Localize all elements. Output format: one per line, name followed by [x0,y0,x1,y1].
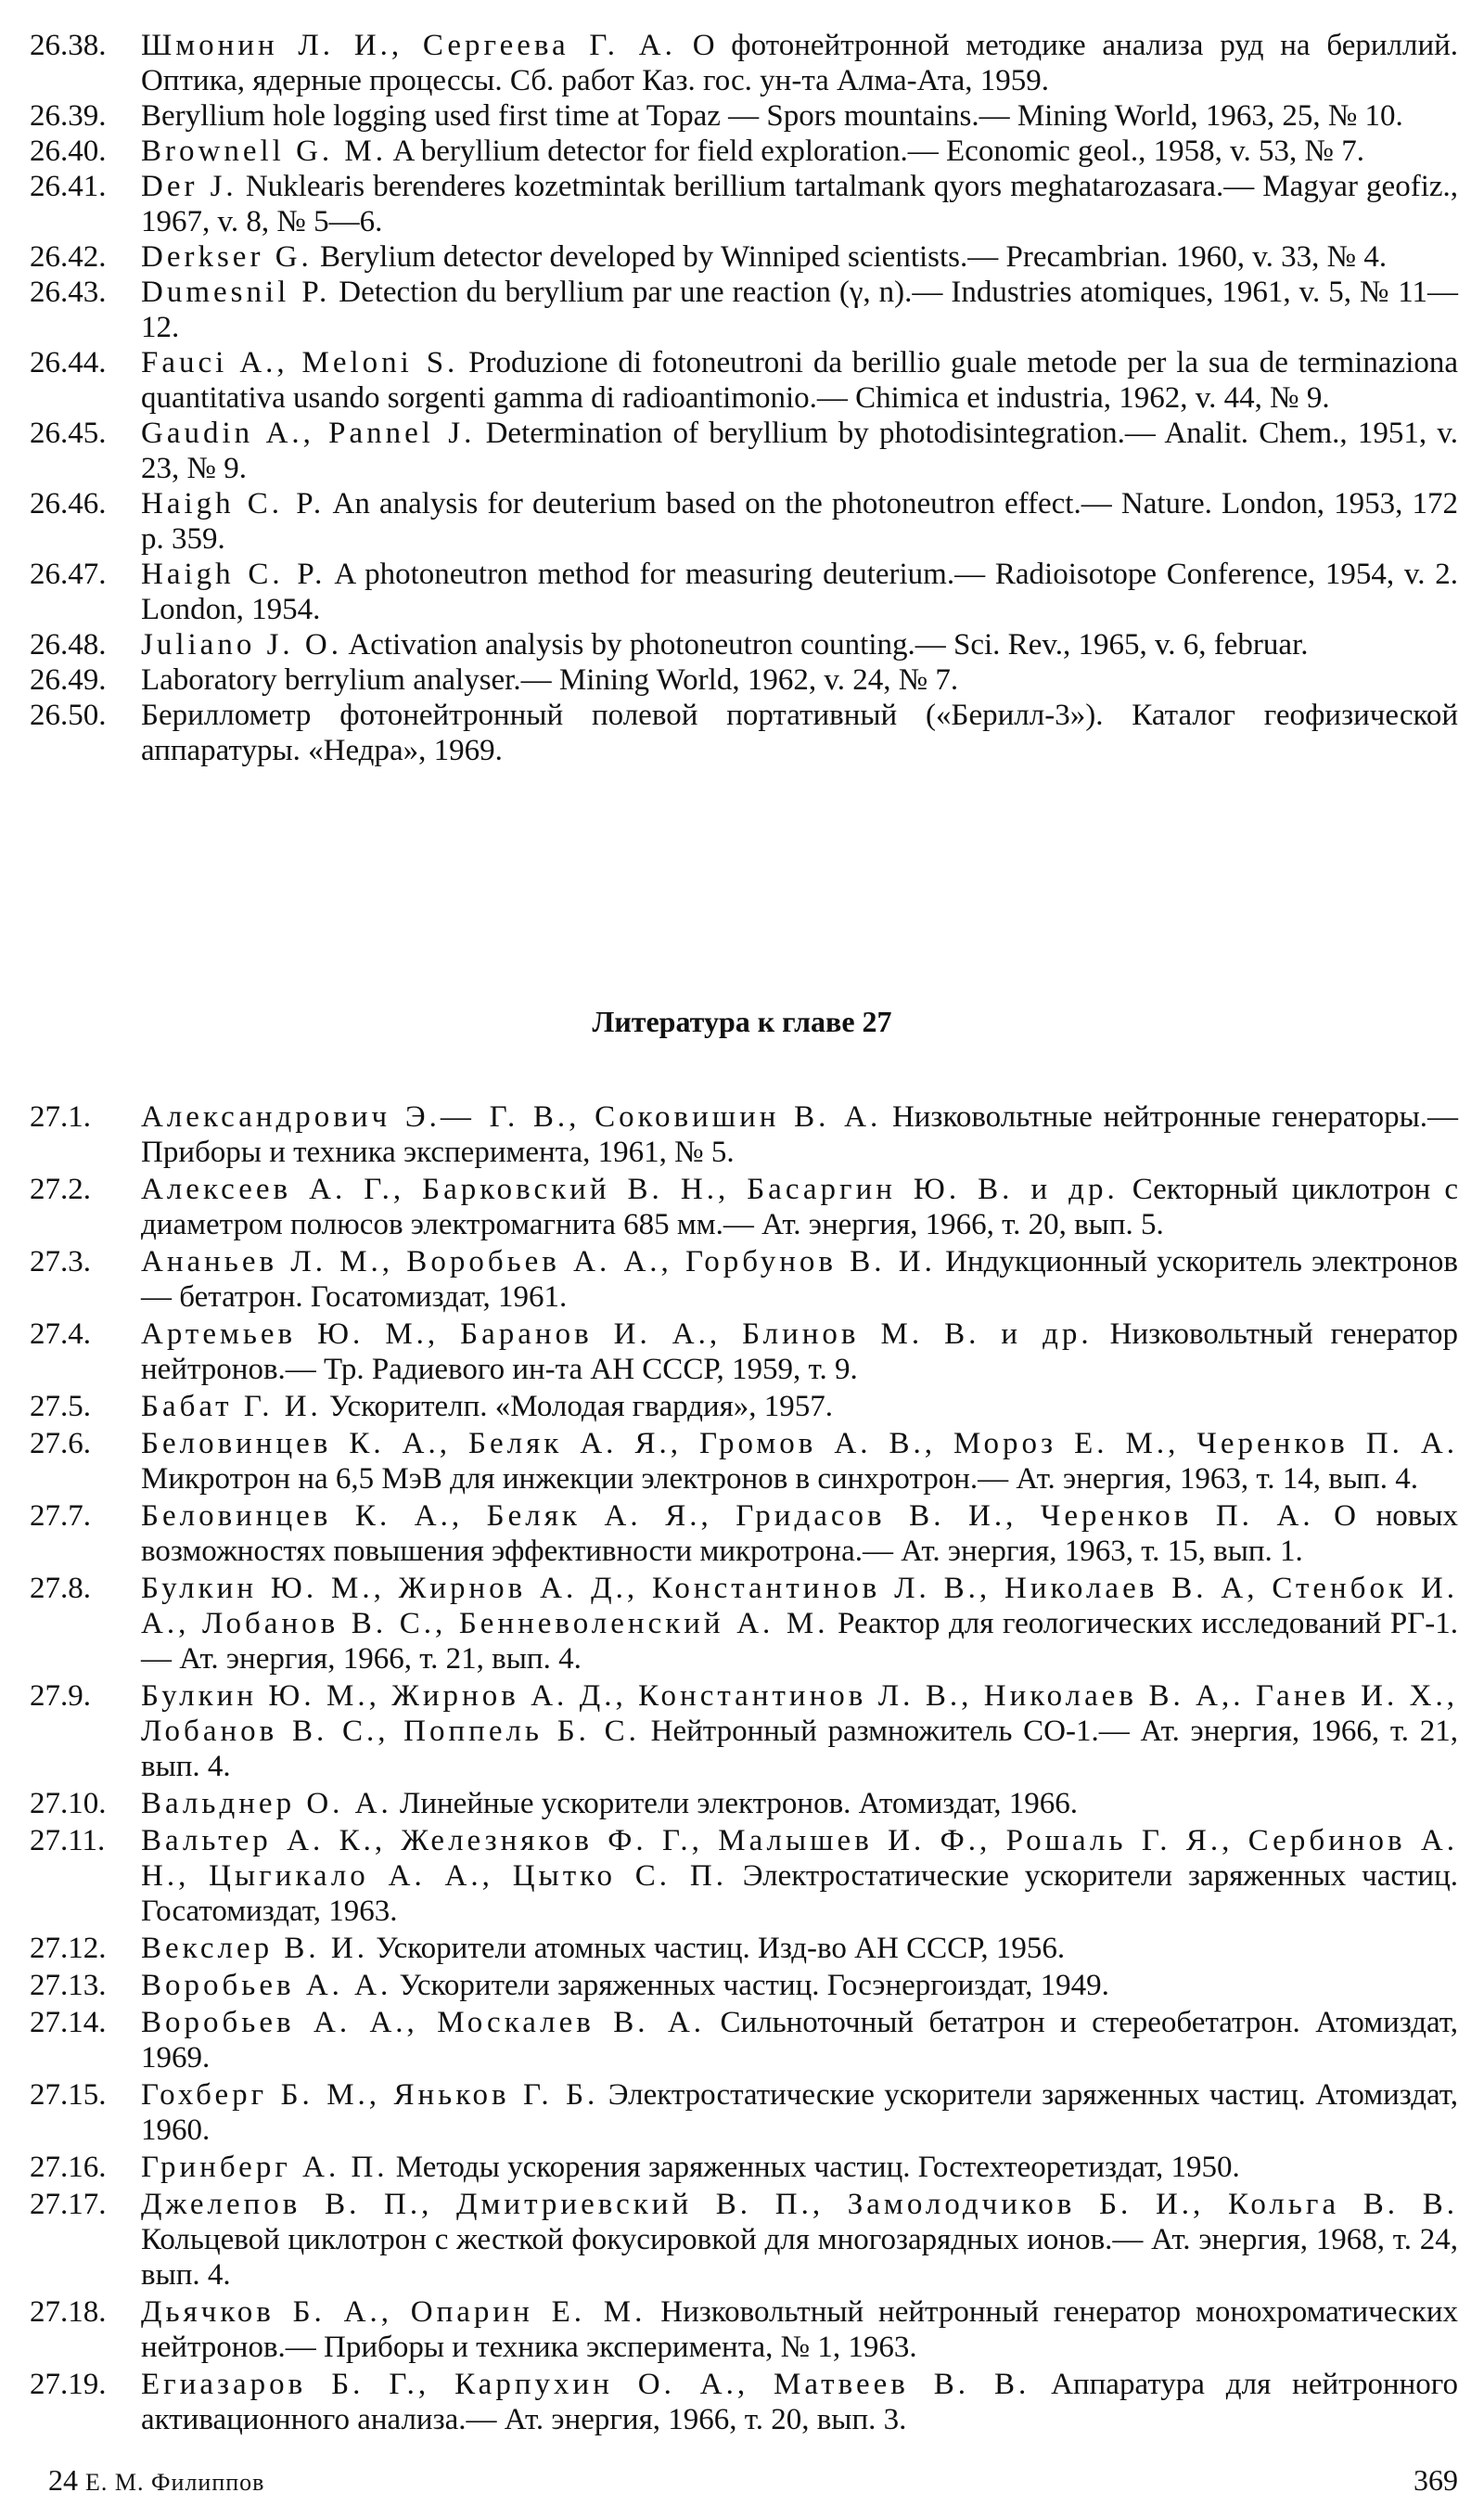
reference-body [141,1678,1458,1784]
reference-body [141,28,1458,98]
reference-entry [30,2367,1458,2437]
reference-entry [30,2150,1458,2185]
reference-text: Электростатические ускорители заряженных частиц. Атомиздат, 1960. [141,2078,1458,2147]
reference-author: Fauci A., Meloni S. [141,346,459,379]
reference-text: Activation analysis by photoneutron counting.— Sci. Rev., 1965, v. 6, februar. [348,628,1309,662]
reference-number: 26.44. [30,346,107,379]
reference-body [141,1244,1458,1315]
reference-text: Низковольтные нейтронные генераторы.— Приборы и техника эксперимента, 1961, № 5. [141,1100,1459,1169]
reference-entry [30,169,1458,239]
reference-text: Сильноточный бетатрон и стереобетатрон. Атомиздат, 1969. [141,2006,1458,2075]
reference-author: Беловинцев К. А., Беляк А. Я., Гридасов В. И., Черенков П. А. [141,1499,1314,1533]
reference-number: 26.50. [30,699,107,732]
reference-entry [30,98,1458,134]
reference-entry [30,1172,1458,1242]
reference-number: 27.12. [30,1932,107,1965]
reference-text: Аппаратура для нейтронного активационного анализа.— Ат. энергия, 1966, т. 20, вып. 3. [141,2368,1459,2436]
reference-entry [30,2294,1458,2365]
reference-text: Determination of beryllium by photodisintegration.— Analit. Chem., 1951, v. 23, № 9. [141,417,1459,485]
reference-entry [30,1678,1458,1784]
reference-number: 26.45. [30,417,107,450]
reference-text: Реактор для геологических исследований РГ-1.— Ат. энергия, 1966, т. 21, вып. 4. [141,1607,1458,1676]
reference-entry [30,416,1458,486]
reference-author: Воробьев А. А. [141,1969,392,2002]
reference-author: Haigh C. P. [141,487,326,520]
reference-number: 27.8. [30,1572,91,1605]
reference-entry [30,275,1458,345]
signature-mark: 24 [48,2463,78,2497]
reference-author: Вальтер А. К., Железняков Ф. Г., Малышев И. Ф., Рошаль Г. Я., Сербинов А. Н., Цыгикало А. А., Цытко С. П. [141,1824,1458,1893]
reference-body [141,627,1458,662]
reference-body [141,2294,1458,2365]
reference-text: Detection du beryllium par une reaction (γ, n).— Industries atomiques, 1961, v. 5, № 11—12. [141,276,1458,344]
reference-number: 27.16. [30,2151,107,2184]
reference-entry [30,1099,1458,1170]
reference-body [141,2077,1458,2148]
reference-body [141,134,1458,169]
reference-text: A beryllium detector for field exploration.— Economic geol., 1958, v. 53, № 7. [392,135,1364,168]
reference-text: О новых возможностях повышения эффективности микротрона.— Ат. энергия, 1963, т. 15, вып. 1. [141,1499,1458,1568]
reference-body [141,1498,1458,1569]
reference-author: Булкин Ю. М., Жирнов А. Д., Константинов Л. В., Николаев В. А,. Ганев И. Х., Лобанов В. С., Поппель Б. С. [141,1679,1458,1748]
section-heading: Литература к главе 27 [592,1005,892,1038]
reference-body [141,2005,1458,2075]
reference-text: Nuklearis berenderes kozetmintak berillium tartalmank qyors meghatarozasara.— Magyar geofiz., 1967, v. 8, № 5—6. [141,170,1459,238]
reference-author: Гохберг Б. М., Яньков Г. Б. [141,2078,599,2112]
reference-number: 27.1. [30,1100,91,1134]
reference-list-chapter-26 [30,28,1458,768]
reference-number: 27.4. [30,1317,91,1351]
reference-author: Ананьев Л. М., Воробьев А. А., Горбунов В. И. [141,1245,936,1278]
reference-text: Методы ускорения заряженных частиц. Гостехтеоретиздат, 1950. [395,2151,1240,2184]
reference-number: 27.7. [30,1499,91,1533]
reference-number: 26.46. [30,487,107,520]
page-number: 369 [1414,2463,1458,2497]
reference-body [141,1172,1458,1242]
reference-body [141,2187,1458,2293]
reference-author: Derkser G. [141,240,313,274]
reference-body [141,98,1458,134]
reference-number: 26.39. [30,99,107,133]
reference-number: 26.41. [30,170,107,203]
reference-number: 26.43. [30,276,107,309]
reference-entry [30,486,1458,557]
reference-author: Беловинцев К. А., Беляк А. Я., Громов А. В., Мороз Е. М., Черенков П. А. [141,1427,1458,1460]
reference-body [141,239,1458,275]
reference-text: Кольцевой циклотрон с жесткой фокусировкой для многозарядных ионов.— Ат. энергия, 1968, т. 24, вып. 4. [141,2223,1458,2292]
reference-author: Brownell G. M. [141,135,387,168]
reference-text: Бериллометр фотонейтронный полевой портативный («Берилл-3»). Каталог геофизической аппаратуры. «Недра», 1969. [141,699,1458,767]
reference-number: 27.3. [30,1245,91,1278]
reference-body [141,1786,1458,1821]
reference-author: Der J. [141,170,237,203]
reference-text: Нейтронный размножитель СО-1.— Ат. энергия, 1966, т. 21, вып. 4. [141,1715,1459,1783]
reference-text: Микротрон на 6,5 МэВ для инжекции электронов в синхротрон.— Ат. энергия, 1963, т. 14, вып. 4. [141,1462,1418,1496]
reference-number: 27.18. [30,2295,107,2329]
reference-entry [30,662,1458,698]
reference-text: Produzione di fotoneutroni da berillio guale metode per la sua de terminaziona quantitativa usando sorgenti gamma di radioantimonio.— Chimica et industria, 1962, v. 44, № 9. [141,346,1459,415]
reference-text: An analysis for deuterium based on the photoneutron effect.— Nature. London, 1953, 172 p. 359. [141,487,1458,556]
reference-number: 27.19. [30,2368,107,2401]
reference-number: 27.2. [30,1173,91,1206]
reference-author: Гринберг А. П. [141,2151,389,2184]
reference-body [141,1099,1458,1170]
reference-entry [30,1317,1458,1387]
reference-number: 26.38. [30,29,107,62]
reference-entry [30,1571,1458,1677]
reference-text: Ускорители заряженных частиц. Госэнергоиздат, 1949. [399,1969,1109,2002]
reference-body [141,557,1458,627]
reference-entry [30,1389,1458,1424]
reference-author: Воробьев А. А., Москалев В. А. [141,2006,706,2039]
reference-body [141,1823,1458,1929]
reference-number: 26.42. [30,240,107,274]
reference-author: Артемьев Ю. М., Баранов И. А., Блинов М. В. и др. [141,1317,1093,1351]
reference-number: 27.9. [30,1679,91,1713]
reference-author: Булкин Ю. М., Жирнов А. Д., Константинов Л. В., Николаев В. А, Стенбок И. А., Лобанов В. С., Бенневоленский А. М. [141,1572,1458,1640]
reference-number: 27.15. [30,2078,107,2112]
reference-body [141,698,1458,768]
reference-text: Низковольтный нейтронный генератор монохроматических нейтронов.— Приборы и техника эксперимента, № 1, 1963. [141,2295,1459,2364]
reference-number: 26.40. [30,135,107,168]
reference-entry [30,1244,1458,1315]
reference-number: 26.49. [30,663,107,697]
signature-name: Е. М. Филиппов [85,2469,265,2496]
reference-entry [30,1823,1458,1929]
reference-number: 27.6. [30,1427,91,1460]
reference-text: Низковольтный генератор нейтронов.— Тр. Радиевого ин-та АН СССР, 1959, т. 9. [141,1317,1458,1386]
reference-entry [30,627,1458,662]
reference-text: A photoneutron method for measuring deuterium.— Radioisotope Conference, 1954, v. 2. London, 1954. [141,558,1458,626]
reference-body [141,275,1458,345]
reference-text: Beryllium hole logging used first time at Topaz — Spors mountains.— Mining World, 1963, 25, № 10. [141,99,1403,133]
reference-body [141,1317,1458,1387]
reference-entry [30,345,1458,416]
reference-author: Джелепов В. П., Дмитриевский В. П., Замолодчиков Б. И., Кольга В. В. [141,2188,1458,2221]
reference-text: Секторный циклотрон с диаметром полюсов электромагнита 685 мм.— Ат. энергия, 1966, т. 20, вып. 5. [141,1173,1458,1241]
reference-entry [30,1786,1458,1821]
reference-text: Электростатические ускорители заряженных частиц. Госатомиздат, 1963. [141,1859,1458,1928]
reference-text: Berylium detector developed by Winniped scientists.— Precambrian. 1960, v. 33, № 4. [320,240,1388,274]
reference-body [141,345,1458,416]
reference-entry [30,2187,1458,2293]
reference-author: Александрович Э.— Г. В., Соковишин В. А. [141,1100,882,1134]
reference-text: Ускорителп. «Молодая гвардия», 1957. [329,1390,834,1423]
reference-entry [30,1931,1458,1966]
reference-number: 27.13. [30,1969,107,2002]
reference-author: Haigh C. P. [141,558,326,591]
reference-text: Ускорители атомных частиц. Изд-во АН СССР, 1956. [376,1932,1066,1965]
reference-body [141,1931,1458,1966]
reference-list-chapter-27 [30,1099,1458,2439]
reference-body [141,2150,1458,2185]
footer-signature [48,2463,264,2498]
reference-number: 27.10. [30,1787,107,1820]
reference-body [141,1389,1458,1424]
reference-author: Juliano J. O. [141,628,342,662]
reference-body [141,416,1458,486]
reference-entry [30,2077,1458,2148]
reference-number: 26.47. [30,558,107,591]
reference-text: Индукционный ускоритель электронов — бетатрон. Госатомиздат, 1961. [141,1245,1459,1314]
reference-text: Линейные ускорители электронов. Атомиздат, 1966. [399,1787,1078,1820]
reference-entry [30,134,1458,169]
reference-number: 26.48. [30,628,107,662]
reference-number: 27.11. [30,1824,106,1857]
reference-author: Gaudin A., Pannel J. [141,417,476,450]
reference-body [141,169,1458,239]
reference-entry [30,2005,1458,2075]
reference-body [141,1968,1458,2003]
reference-entry [30,557,1458,627]
reference-entry [30,1498,1458,1569]
reference-entry [30,1426,1458,1497]
reference-author: Бабат Г. И. [141,1390,322,1423]
reference-author: Егиазаров Б. Г., Карпухин О. А., Матвеев В. В. [141,2368,1030,2401]
reference-text: Laboratory berrylium analyser.— Mining World, 1962, v. 24, № 7. [141,663,959,697]
reference-entry [30,239,1458,275]
reference-number: 27.14. [30,2006,107,2039]
reference-author: Вальднер О. А. [141,1787,392,1820]
reference-entry [30,28,1458,98]
reference-body [141,1571,1458,1677]
reference-author: Dumesnil P. [141,276,331,309]
reference-body [141,486,1458,557]
reference-entry [30,698,1458,768]
reference-body [141,662,1458,698]
reference-author: Дьячков Б. А., Опарин Е. М. [141,2295,646,2329]
reference-author: Шмонин Л. И., Сергеева Г. А. [141,29,676,62]
reference-author: Векслер В. И. [141,1932,368,1965]
reference-body [141,2367,1458,2437]
reference-number: 27.17. [30,2188,107,2221]
reference-author: Алексеев А. Г., Барковский В. Н., Басаргин Ю. В. и др. [141,1173,1119,1206]
reference-text: О фотонейтронной методике анализа руд на бериллий. Оптика, ядерные процессы. Сб. работ Каз. гос. ун-та Алма-Ата, 1959. [141,29,1459,97]
reference-entry [30,1968,1458,2003]
reference-number: 27.5. [30,1390,91,1423]
reference-body [141,1426,1458,1497]
